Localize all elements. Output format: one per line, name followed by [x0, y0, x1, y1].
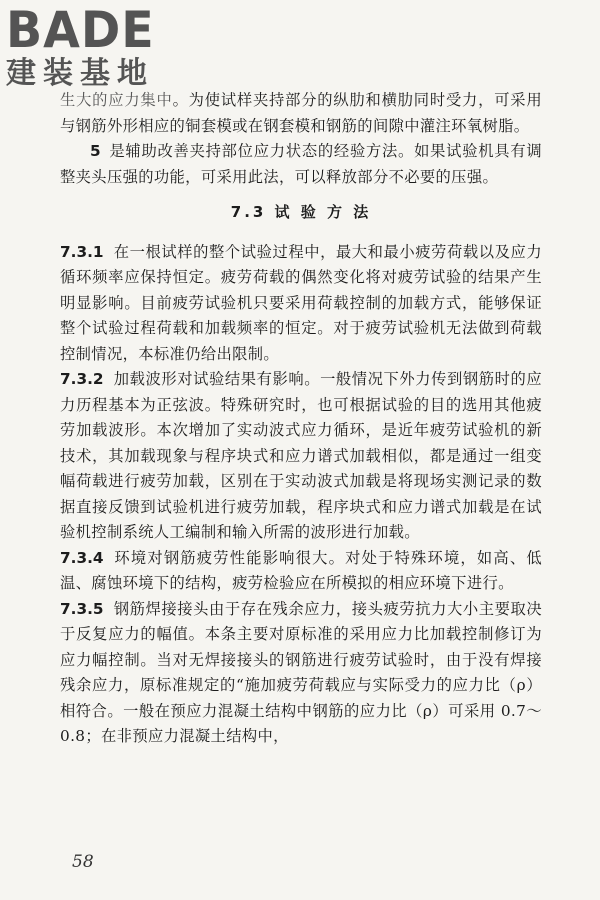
- clause-number: 7.3.1: [60, 242, 104, 261]
- item-text: 是辅助改善夹持部位应力状态的经验方法。如果试验机具有调整夹头压强的功能，可采用此法，可以释放部分不必要的压强。: [60, 142, 542, 186]
- logo-title: BADE: [6, 1, 155, 59]
- clause-text: 环境对钢筋疲劳性能影响很大。对处于特殊环境，如高、低温、腐蚀环境下的结构，疲劳检验应在所模拟的相应环境下进行。: [60, 548, 542, 592]
- page-number: 58: [72, 852, 94, 872]
- paragraph-text: 。为使试样夹持部分的纵肋和横肋同时受力，可采用与钢筋外形相应的铜套模或在钢套模和钢筋的间隙中灌注环氧树脂。: [60, 91, 542, 135]
- item-number: 5: [90, 142, 101, 160]
- section-heading: 7.3 试 验 方 法: [230, 203, 372, 221]
- clause-number: 7.3.2: [60, 370, 104, 388]
- clause-text: 加载波形对试验结果有影响。一般情况下外力传到钢筋时的应力历程基本为正弦波。特殊研究时，也可根据试验的目的选用其他疲劳加载波形。本次增加了实动波式应力循环，是近年疲劳试验机的新技术，其加载现象与程序块式和应力谱式加载相似，都是通过一组变幅荷载进行疲劳加载，区别在于实动波式加载是将现场实测记录的数据直接反馈到试验机进行疲劳加载，程序块式和应力谱式加载是在试验机控制系统人工编制和输入所需的波形进行加载。: [60, 370, 542, 541]
- bade-logo: [6, 1, 162, 91]
- clause-7-3-2: [60, 367, 542, 546]
- clause-number: 7.3.5: [60, 599, 104, 618]
- logo-subtitle: 建装基地: [6, 56, 154, 91]
- clause-7-3-1: [60, 240, 542, 368]
- clause-7-3-5: [60, 597, 542, 750]
- clause-text: 钢筋焊接接头由于存在残余应力，接头疲劳抗力大小主要取决于反复应力的幅值。本条主要对原标准的采用应力比加载控制修订为应力幅控制。当对无焊接接头的钢筋进行疲劳试验时，由于没有焊接残余应力，原标准规定的“施加疲劳荷载应与实际受力的应力比（ρ）相符合。一般在预应力混凝土结构中钢筋的应力比（ρ）可采用 0.7～0.8；在非预应力混凝土结构中，: [60, 599, 542, 745]
- clause-text: 在一根试样的整个试验过程中，最大和最小疲劳荷载以及应力循环频率应保持恒定。疲劳荷载的偶然变化将对疲劳试验的结果产生明显影响。目前疲劳试验机只要采用荷载控制的加载方式，能够保证整个试验过程荷载和加载频率的恒定。对于疲劳试验机无法做到荷载控制情况，本标准仍给出限制。: [60, 242, 542, 363]
- paragraph-continued: [60, 88, 542, 139]
- item-5: [60, 139, 542, 190]
- clause-7-3-4: [60, 546, 542, 597]
- document-body: [60, 88, 542, 750]
- clause-number: 7.3.4: [60, 548, 104, 567]
- partial-text: 生大的应力集中: [60, 91, 173, 109]
